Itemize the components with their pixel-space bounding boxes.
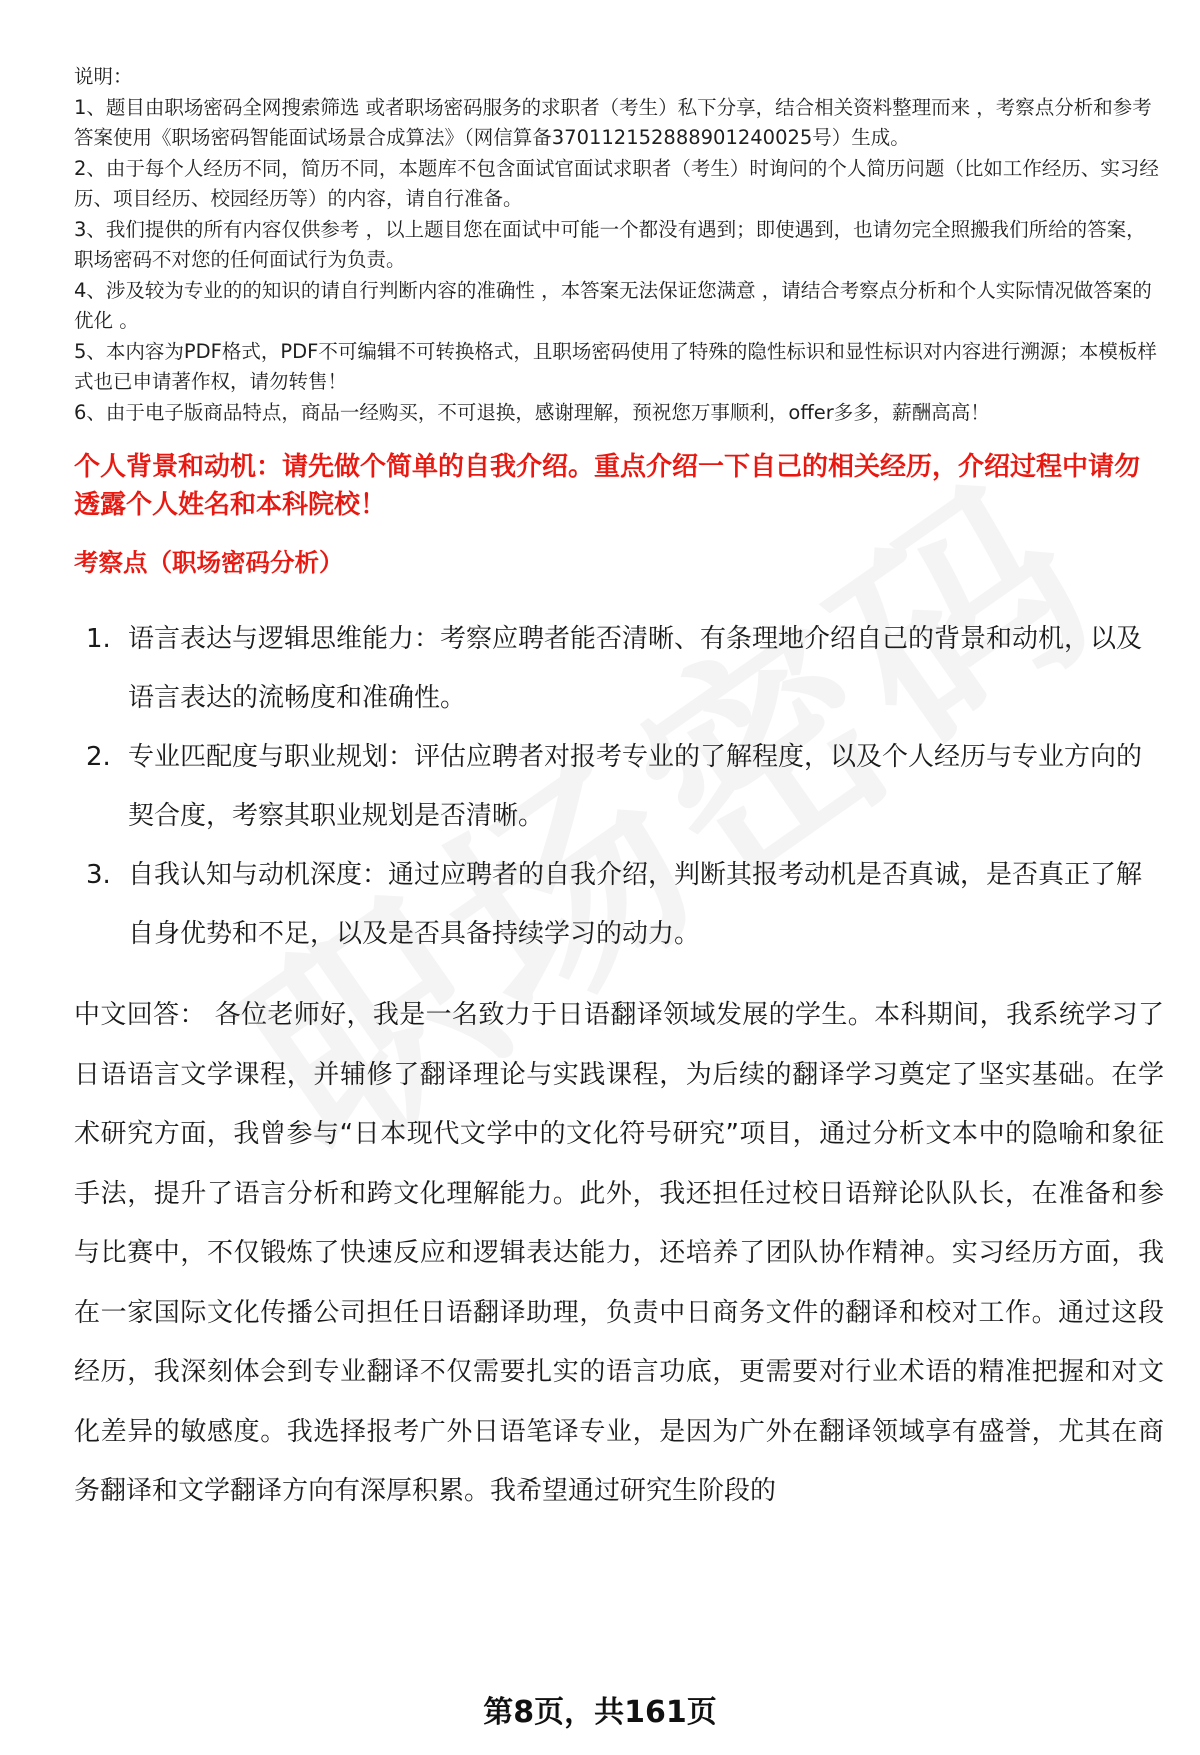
point-number: 2. bbox=[86, 742, 111, 772]
point-text: 语言表达与逻辑思维能力：考察应聘者能否清晰、有条理地介绍自己的背景和动机，以及语言表达的流畅度和准确性。 bbox=[128, 624, 1143, 713]
analysis-title: 考察点（职场密码分析） bbox=[74, 548, 344, 577]
answer-text: 中文回答： 各位老师好，我是一名致力于日语翻译领域发展的学生。本科期间，我系统学习了日语语言文学课程，并辅修了翻译理论与实践课程，为后续的翻译学习奠定了坚实基础。在学术研究方面，我曾参与“日本现代文学中的文化符号研究”项目，通过分析文本中的隐喻和象征手法，提升了语言分析和跨文化理解能力。此外，我还担任过校日语辩论队队长，在准备和参与比赛中，不仅锻炼了快速反应和逻辑表达能力，还培养了团队协作精神。实习经历方面，我在一家国际文化传播公司担任日语翻译助理，负责中日商务文件的翻译和校对工作。通过这段经历，我深刻体会到专业翻译不仅需要扎实的语言功底，更需要对行业术语的精准把握和对文化差异的敏感度。我选择报考广外日语笔译专业，是因为广外在翻译领域享有盛誉，尤其在商务翻译和文学翻译方向有深厚积累。我希望通过研究生阶段的 bbox=[74, 1000, 1164, 1506]
note-item: 2、由于每个人经历不同，简历不同，本题库不包含面试官面试求职者（考生）时询问的个人简历问题（比如工作经历、实习经历、项目经历、校园经历等）的内容，请自行准备。 bbox=[74, 156, 1159, 210]
analysis-points bbox=[74, 610, 1164, 964]
notes-section bbox=[74, 62, 1164, 428]
note-item: 1、题目由职场密码全网搜索筛选 或者职场密码服务的求职者（考生）私下分享，结合相关资料整理而来 ，考察点分析和参考答案使用《职场密码智能面试场景合成算法》（网信算备370112152888901240025号）生成。 bbox=[74, 95, 1152, 149]
analysis-point bbox=[74, 846, 1164, 964]
question-heading: 个人背景和动机：请先做个简单的自我介绍。重点介绍一下自己的相关经历，介绍过程中请勿透露个人姓名和本科院校！ bbox=[74, 452, 1141, 520]
point-text: 专业匹配度与职业规划：评估应聘者对报考专业的了解程度，以及个人经历与专业方向的契合度，考察其职业规划是否清晰。 bbox=[128, 742, 1143, 831]
note-item: 3、我们提供的所有内容仅供参考 ，以上题目您在面试中可能一个都没有遇到；即使遇到，也请勿完全照搬我们所给的答案，职场密码不对您的任何面试行为负责。 bbox=[74, 217, 1146, 271]
note-item: 6、由于电子版商品特点，商品一经购买，不可退换，感谢理解，预祝您万事顺利，offer多多，薪酬高高！ bbox=[74, 400, 990, 424]
analysis-point bbox=[74, 728, 1164, 846]
notes-heading: 说明： bbox=[74, 65, 133, 88]
document-page bbox=[74, 62, 1164, 1522]
note-item: 5、本内容为PDF格式，PDF不可编辑不可转换格式，且职场密码使用了特殊的隐性标识和显性标识对内容进行溯源；本模板样式也已申请著作权，请勿转售！ bbox=[74, 339, 1157, 393]
point-number: 1. bbox=[86, 624, 111, 654]
analysis-point bbox=[74, 610, 1164, 728]
note-item: 4、涉及较为专业的的知识的请自行判断内容的准确性 ，本答案无法保证您满意 ，请结合考察点分析和个人实际情况做答案的优化 。 bbox=[74, 278, 1152, 332]
point-number: 3. bbox=[86, 860, 111, 890]
page-footer: 第8页，共161页 bbox=[483, 1695, 717, 1730]
point-text: 自我认知与动机深度：通过应聘者的自我介绍，判断其报考动机是否真诚，是否真正了解自身优势和不足，以及是否具备持续学习的动力。 bbox=[128, 860, 1143, 949]
